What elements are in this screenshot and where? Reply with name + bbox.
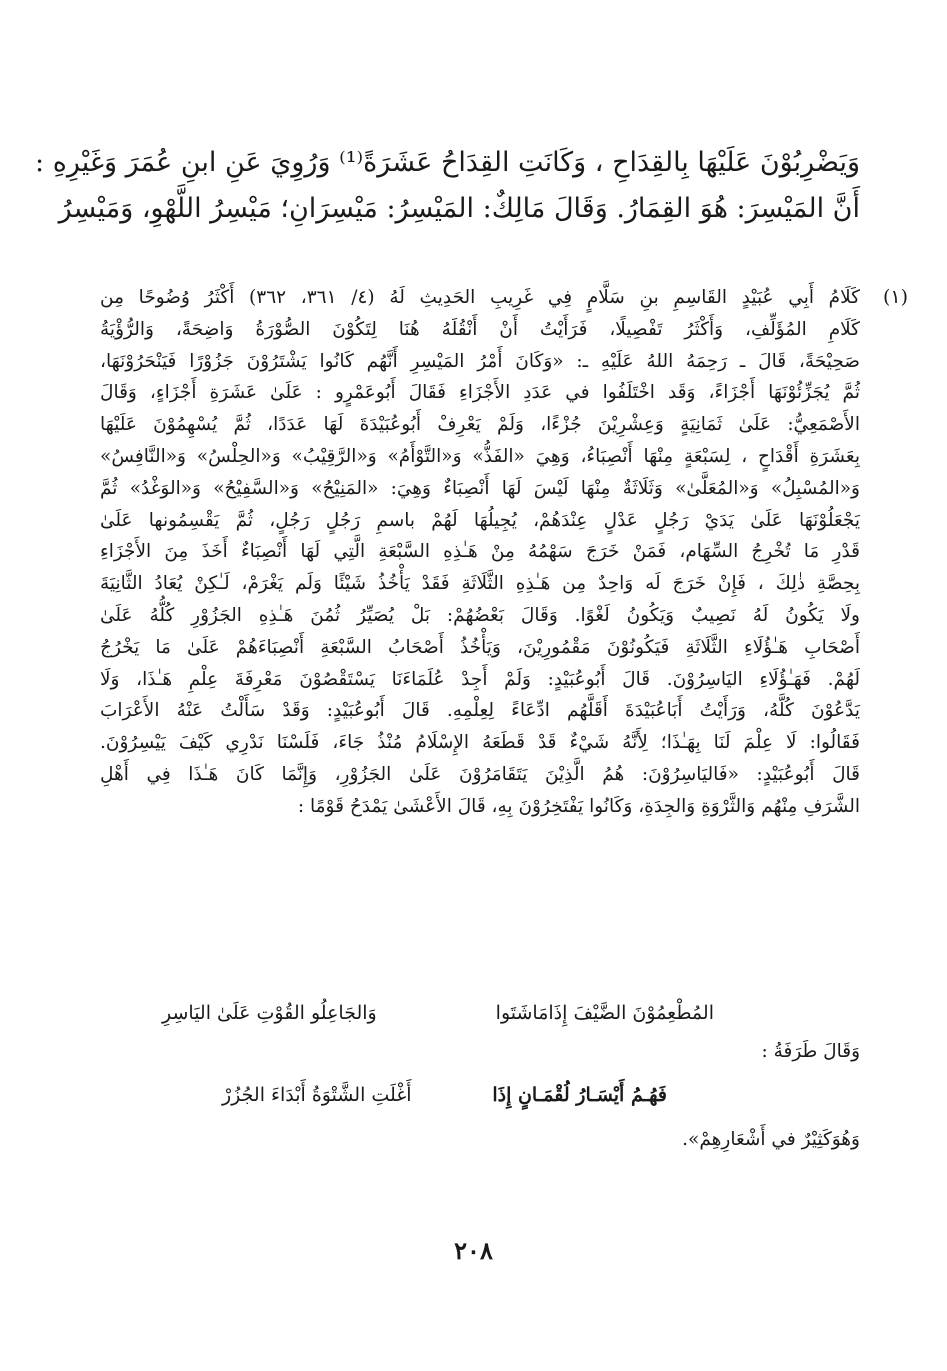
footnote-line-11: ولَا يَكُونُ لَهُ نَصِيبٌ وَيَكُونُ لَغْوًا. وَقَالَ بَعْضُهُمْ: بَلْ يُصَيِّرُ ثُمُنَ هَـٰذِهِ الجَزُوْرِ كُلُّهُ عَلَىٰ bbox=[100, 604, 860, 626]
footnote-line-1: كَلَامُ أَبِي عُبَيْدٍ القَاسِمِ بنِ سَلَّامٍ فِي غَرِيبِ الحَدِيثِ لَهُ (٤/ ٣٦١، ٣٦٢) أَكْثَرُ وُضُوحًا مِن bbox=[100, 287, 860, 308]
footnote-line-9: قَدْرِ مَا تُخْرِجُ السِّهَام، فَمَنْ خَرَجَ سَهْمُهُ مِنْ هَـٰذِهِ السَّبْعَةِ الَّتِي لَهَا أَنْصِبَاءٌ أَخَذَ مِنَ الأَجْزَاءِ bbox=[100, 541, 860, 563]
footnote-divider bbox=[100, 268, 860, 269]
footnote-line-5: الأَصْمَعِيُّ: عَلَىٰ ثَمَانِيَةٍ وَعِشْرِيْنَ جُزْءًا، وَلَمْ يَعْرِفْ أَبُوعُبَيْدَةَ لَهَا عَدَدًا، ثُمَّ يُسْهِمُوْنَ عَلَيْهَا bbox=[100, 414, 860, 436]
footnote-line-6: بِعَشَرَةِ أَقْدَاحٍ ، لِسَبْعَةٍ مِنْهَا أَنْصِبَاءُ، وَهِيَ «الفَذُّ» وَ«التَّوْأَمُ» وَ«الرَّقِيْبُ» وَ«الحِلْسُ» وَ«النَّافِسُ» bbox=[100, 445, 860, 467]
footnote-line-2: كَلَامِ المُؤَلِّفِ، وَأَكْثَرُ تَفْصِيلًا، فَرَأَيْتُ أَنْ أَنْقُلَهُ هُنَا لِتَكُوْنَ الصُّوْرَةُ وَاضِحَةً، وَالرُّؤْيَةُ bbox=[100, 318, 860, 340]
footnote-line-3: صَحِيْحَةً، قَالَ ـ رَحِمَهُ اللهُ عَلَيْهِ ـ: «وَكَانَ أَمْرُ المَيْسِرِ أَنَّهُم كَانُوا يَشْتَرُوْنَ جَزُوْرًا فَيَنْحَرُوْنَهَا، bbox=[100, 350, 860, 372]
tarafa-intro: وَقَالَ طَرَفَةُ : bbox=[761, 1041, 860, 1062]
footnote-marker: (١) bbox=[882, 286, 908, 308]
verse2-second-hemistich: أَغْلَتِ الشَّتْوَةُ أَبْدَاءَ الجُزُرْ bbox=[222, 1084, 412, 1106]
verse2-first-hemistich: فَهُـمُ أَيْسَـارُ لُقْمَـانٍ إِذَا bbox=[492, 1084, 667, 1106]
closing-line: وَهُوَكَثِيْرٌ في أَشْعَارِهِمْ». bbox=[682, 1129, 860, 1150]
footnote bbox=[100, 282, 908, 823]
footnote-line-14: يَدَّعُوْنَ كُلَّهُ، وَرَأَيْتُ أَبَاعُبَيْدَةَ أَقَلَّهُم ادِّعَاءً لِعِلْمِهِ. قَالَ أَبُوعُبَيْدٍ: وَقَدْ سَأَلْتُ عَنْهُ الأَعْرَابَ bbox=[100, 700, 860, 722]
footnote-line-12: أَصْحَابِ هَـٰؤُلَاءِ الثَّلَاثَةِ فَيَكُونُوْنَ مَقْمُورِيْنَ، وَيَأْخُذُ أَصْحَابُ السَّبْعَةِ أَنْصِبَاءَهُمْ عَلَىٰ مَا يَخْرُجُ bbox=[100, 636, 860, 658]
footnote-line-7: وَ«المُسْبِلُ» وَ«المُعَلَّىٰ» وَثَلَاثَةٌ مِنْهَا لَيْسَ لَهَا أَنْصِبَاءٌ وَهِيَ: «المَنِيْحُ» وَ«السَّفِيْحُ» وَ«الوَغْدُ» ثُمَّ bbox=[100, 477, 860, 499]
footnote-line-17: الشَّرَفِ مِنْهُم وَالثَّرْوَةِ وَالجِدَةِ، وَكَانُوا يَفْتَخِرُوْنَ بِهِ، قَالَ الأَعْشَىٰ يَمْدَحُ قَوْمًا : bbox=[297, 795, 860, 817]
footnote-line-13: لَهُمْ. فَهَـٰؤُلَاءِ اليَاسِرُوْنَ. قَالَ أَبُوعُبَيْدٍ: وَلَمْ أَجِدْ عُلَمَاءَنَا يَسْتَقْصُوْنَ مَعْرِفَةَ عِلْمِ هَـٰذَا، وَلَا bbox=[100, 668, 860, 690]
verse1-second-hemistich: وَالجَاعِلُو القُوْتِ عَلَىٰ اليَاسِرِ bbox=[162, 1002, 377, 1024]
main-text-line-2: أَنَّ المَيْسِرَ: هُوَ القِمَارُ. وَقَالَ مَالِكٌ: المَيْسِرُ: مَيْسِرَانِ؛ مَيْسِرُ اللَّهْوِ، وَمَيْسِرُ bbox=[58, 193, 860, 224]
page-number: ٢٠٨ bbox=[454, 1236, 493, 1265]
main-text-line-1: وَيَضْرِبُوْنَ عَلَيْهَا بِالقِدَاحِ ، وَكَانَتِ القِدَاحُ عَشَرَةً⁽¹⁾ وَرُوِيَ عَنِ ابنِ عُمَرَ وَغَيْرِهِ : bbox=[35, 147, 860, 178]
footnote-line-15: فَقَالُوا: لَا عِلْمَ لَنَا بِهَـٰذَا؛ لِأَنَّهُ شَيْءٌ قَدْ قَطَعَهُ الإِسْلَامُ مُنْذُ جَاءَ، فَلَسْنَا نَدْرِي كَيْفَ يَيْسِرُوْنَ. bbox=[100, 732, 860, 754]
footnote-line-4: ثُمَّ يُجَزِّئُوْنَهَا أَجْزَاءً، وَقَد اخْتَلَفُوا في عَدَدِ الأَجْزَاءِ فَقَالَ أَبُوعَمْرٍو : عَلَىٰ عَشَرَةِ أَجْزَاءٍ، وَقَالَ bbox=[100, 382, 860, 404]
verse1-first-hemistich: المُطْعِمُوْنَ الضَّيْفَ إِذَامَاشَتَوا bbox=[495, 1002, 714, 1024]
footnote-line-16: قَالَ أَبُوعُبَيْدٍ: «فَاليَاسِرُوْنَ: هُمُ الَّذِيْنَ يَتَقَامَرُوْنَ عَلَىٰ الجَزُوْرِ، وَإِنَّمَا كَانَ هَـٰذَا فِي أَهْلِ bbox=[100, 763, 860, 785]
footnote-line-8: يَجْعَلُوْنَهَا عَلَىٰ يَدَيْ رَجُلٍ عَدْلٍ عِنْدَهُمْ، يُجِيلُهَا لَهُمْ باسمِ رَجُلٍ رَجُلٍ، ثُمَّ يَقْسِمُونها عَلَىٰ bbox=[100, 509, 860, 531]
main-text bbox=[35, 140, 860, 232]
footnote-line-10: بِحِصَّةِ ذٰلِكَ ، فَإِنْ خَرَجَ لَه وَاحِدٌ مِن هَـٰذِهِ الثَّلَاثَةِ فَقَدْ يَأْخُذُ شَيْئًا وَلَم يَغْرَمْ، لَـٰكِنْ يُعَادُ الثَّانِيَةَ bbox=[100, 573, 860, 595]
